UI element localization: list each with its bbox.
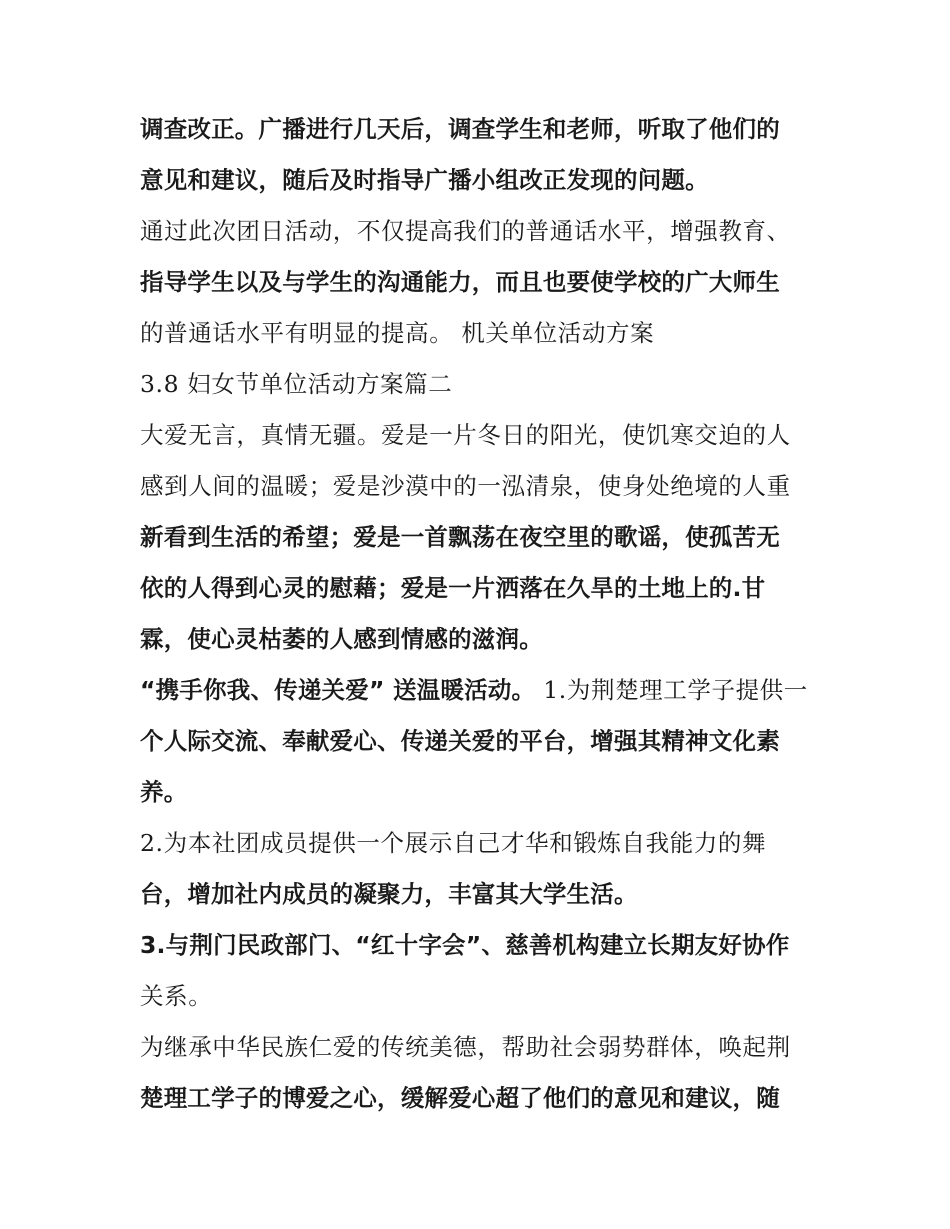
text-line-8: 感到人间的温暖；爱是沙漠中的一泓清泉，使身处绝境的人重 [140, 472, 791, 500]
text-line-13: 个人际交流、奉献爱心、传递关爱的平台，增强其精神文化素 [140, 727, 780, 755]
text-line-18: 关系。 [140, 982, 213, 1010]
text-line-12 [140, 671, 820, 709]
activity-title: “携手你我、传递关爱” 送温暖活动。 [140, 676, 536, 704]
text-line-15: 2.为本社团成员提供一个展示自己才华和锻炼自我能力的舞 [140, 829, 767, 857]
text-line-9: 新看到生活的希望；爱是一首飘荡在夜空里的歌谣，使孤苦无 [140, 523, 780, 551]
text-line-12-tail: 1.为荆楚理工学子提供一 [535, 676, 808, 704]
text-line-14: 养。 [140, 778, 188, 806]
text-line-5: 的普通话水平有明显的提高。 机关单位活动方案 [140, 319, 655, 347]
text-line-20: 楚理工学子的博爱之心，缓解爱心超了他们的意见和建议，随 [140, 1084, 780, 1112]
text-line-1: 调查改正。广播进行几天后，调查学生和老师，听取了他们的 [140, 115, 780, 143]
text-line-3: 通过此次团日活动，不仅提高我们的普通话水平，增强教育、 [140, 217, 791, 245]
text-line-7: 大爱无言，真情无疆。爱是一片冬日的阳光，使饥寒交迫的人 [140, 421, 791, 449]
section-heading: 3.8 妇女节单位活动方案篇二 [140, 370, 453, 398]
text-line-17: 3.与荆门民政部门、“红十字会”、慈善机构建立长期友好协作 [140, 931, 790, 959]
text-line-19: 为继承中华民族仁爱的传统美德，帮助社会弱势群体，唤起荆 [140, 1033, 791, 1061]
text-line-4: 指导学生以及与学生的沟通能力，而且也要使学校的广大师生 [140, 268, 780, 296]
text-line-11: 霖，使心灵枯萎的人感到情感的滋润。 [140, 625, 543, 653]
text-line-2: 意见和建议，随后及时指导广播小组改正发现的问题。 [140, 166, 709, 194]
text-line-10: 依的人得到心灵的慰藉；爱是一片洒落在久旱的土地上的.甘 [140, 574, 766, 602]
text-line-16: 台，增加社内成员的凝聚力，丰富其大学生活。 [140, 880, 638, 908]
